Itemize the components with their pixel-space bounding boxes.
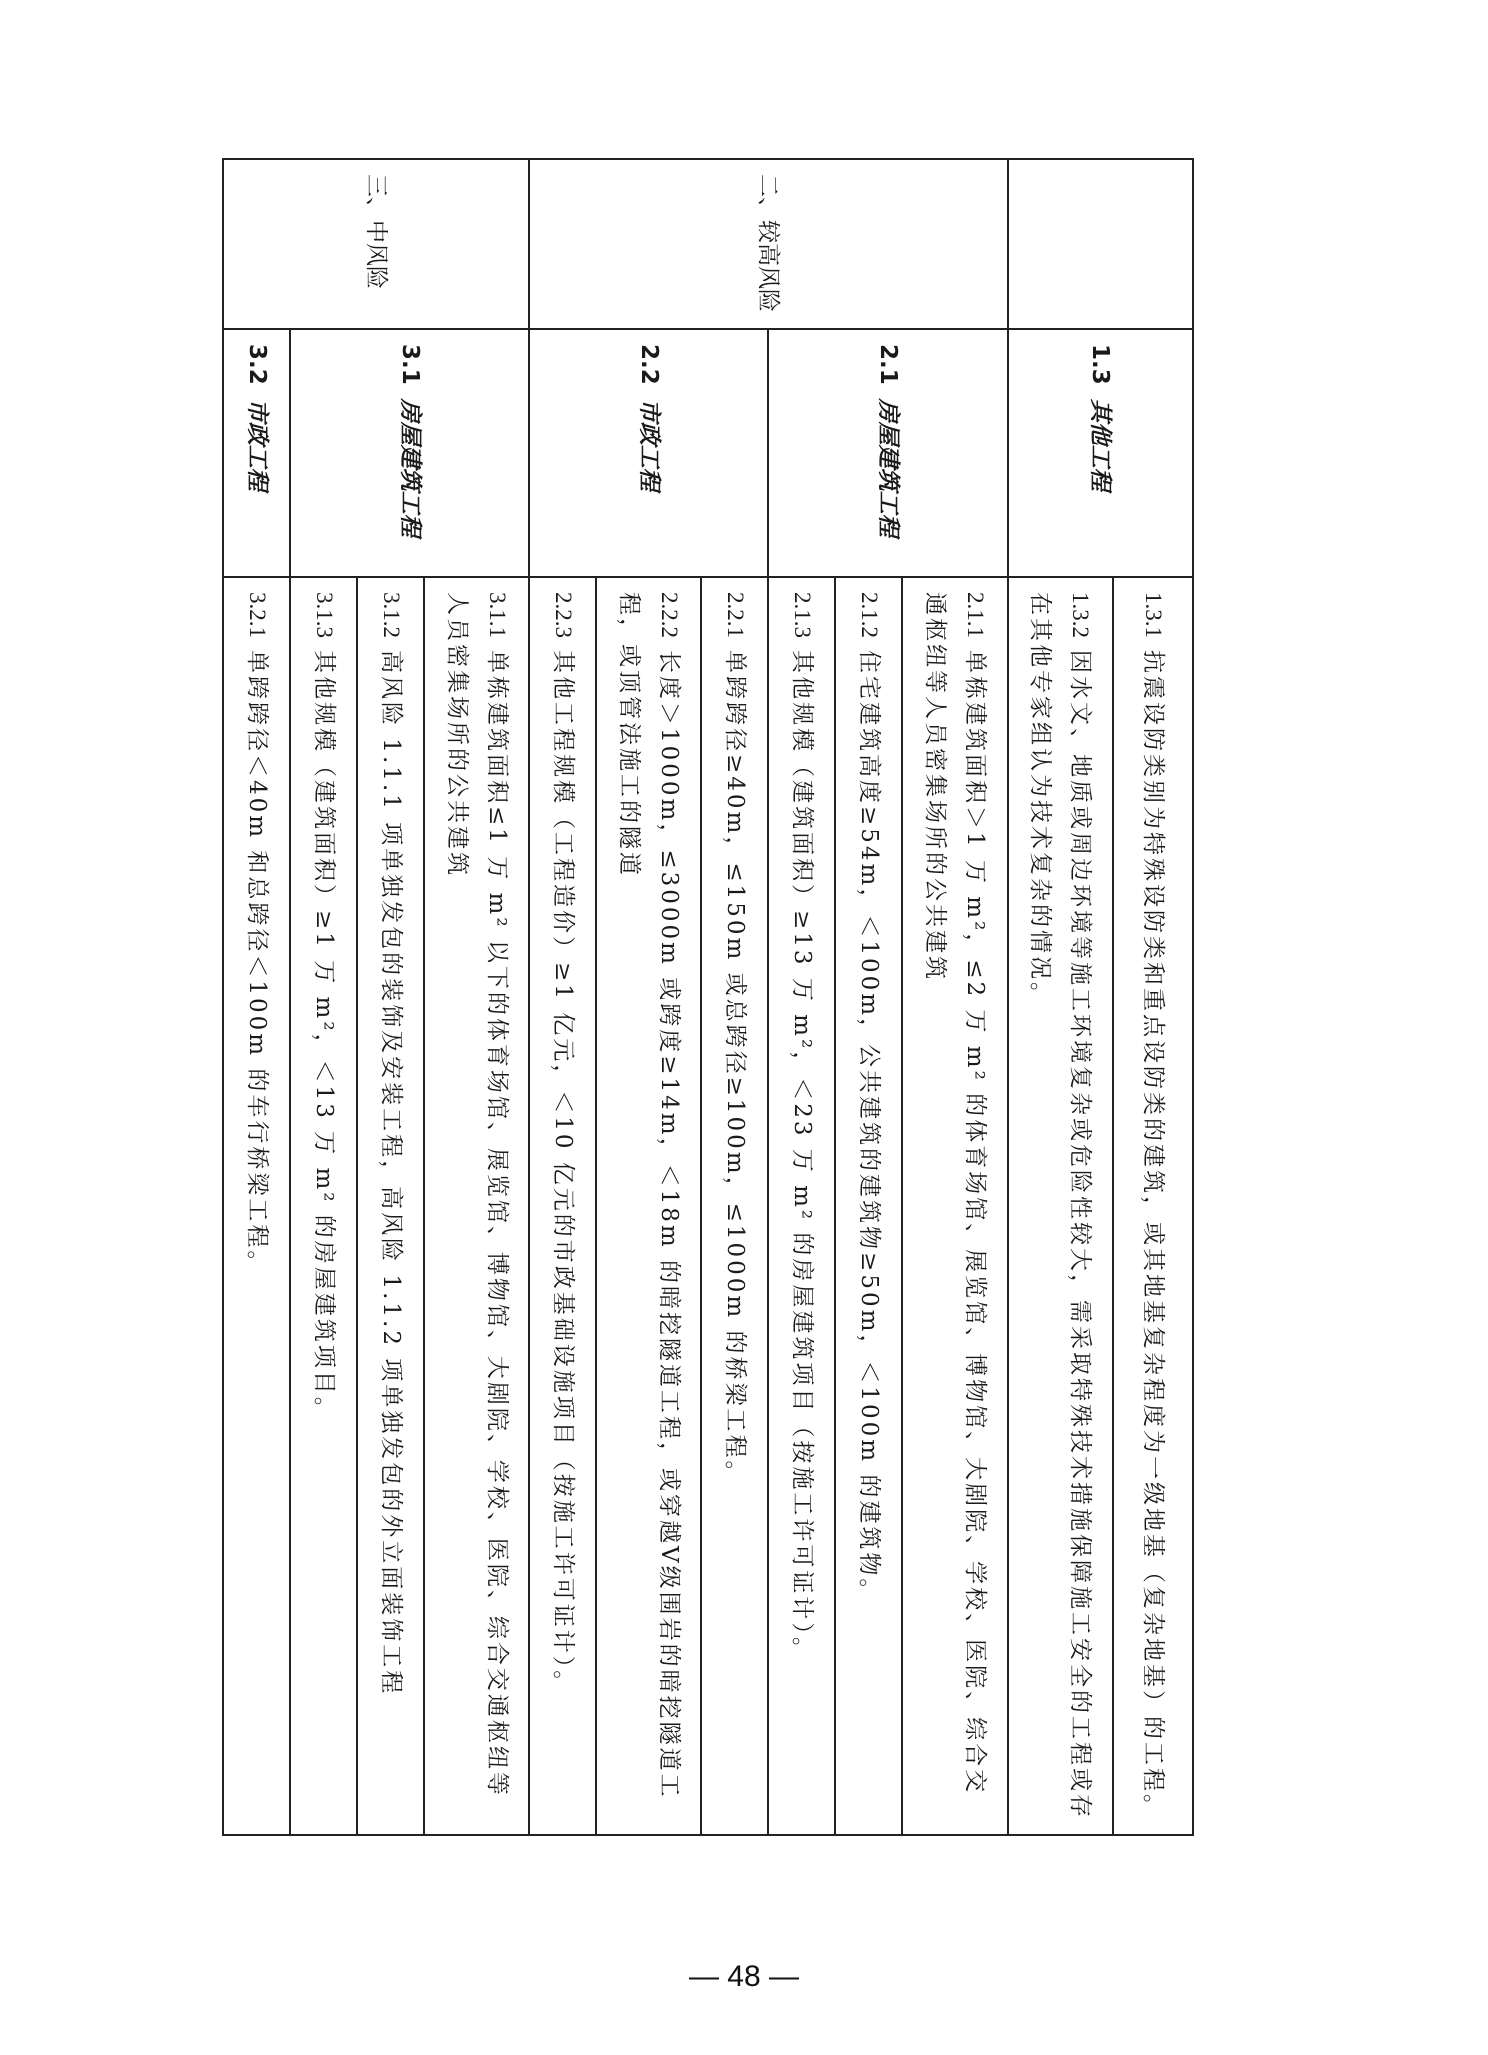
item-code: 3.2.1 (244, 592, 270, 638)
category-name: 市政工程 (243, 398, 270, 491)
category-number: 1.3 (1087, 344, 1114, 385)
table-row (223, 159, 290, 1835)
category-number: 3.1 (396, 344, 423, 385)
item-code: 2.2.1 (722, 592, 748, 638)
description-cell (596, 577, 701, 1835)
rotated-table-wrapper (222, 158, 1194, 1834)
table-row (424, 159, 529, 1835)
item-text: 住宅建筑高度≥54m，＜100m，公共建筑的建筑物≥50m，＜100m 的建筑物。 (855, 650, 882, 1605)
category-cell (1008, 329, 1193, 577)
risk-classification-table (222, 158, 1194, 1836)
risk-level-cell: 三、中风险 (223, 159, 529, 329)
category-number: 2.2 (635, 344, 662, 385)
description-cell (290, 577, 357, 1835)
description-cell (529, 577, 596, 1835)
category-cell (768, 329, 1007, 577)
item-code: 2.1.3 (789, 592, 815, 638)
item-text: 单栋建筑面积≤1 万 m² 以下的体育场馆、展览馆、博物馆、大剧院、学校、医院、综合交通枢纽等人员密集场所的公共建筑 (443, 592, 510, 1798)
item-text: 其他工程规模（工程造价）≥1 亿元，＜10 亿元的市政基础设施项目（按施工许可证计）。 (549, 650, 576, 1697)
item-text: 单栋建筑面积＞1 万 m²，≤2 万 m² 的体育场馆、展览馆、博物馆、大剧院、学校、医院、综合交通枢纽等人员密集场所的公共建筑 (922, 592, 988, 1796)
category-cell (223, 329, 290, 577)
item-text: 其他规模（建筑面积）≥1 万 m²，＜13 万 m² 的房屋建筑项目。 (310, 650, 337, 1423)
category-number: 3.2 (243, 344, 270, 385)
description-cell (1008, 577, 1113, 1835)
table-row (902, 159, 1007, 1835)
table-row (701, 159, 768, 1835)
page-number: — 48 — (688, 1960, 800, 1993)
category-name: 房屋建筑工程 (396, 398, 423, 537)
description-cell (223, 577, 290, 1835)
item-code: 2.1.2 (856, 592, 882, 638)
category-name: 其他工程 (1087, 398, 1114, 491)
category-name: 房屋建筑工程 (874, 398, 901, 537)
item-text: 其他规模（建筑面积）≥13 万 m²，＜23 万 m² 的房屋建筑项目（按施工许可证计）。 (788, 650, 815, 1663)
item-code: 3.1.1 (484, 592, 510, 638)
item-code: 3.1.2 (378, 592, 404, 638)
item-code: 2.2.3 (550, 592, 576, 638)
item-text: 单跨跨径≥40m，≤150m 或总跨径≥100m，≤1000m 的桥梁工程。 (721, 650, 748, 1487)
description-cell (768, 577, 835, 1835)
table-row (1113, 159, 1193, 1835)
item-code: 1.3.2 (1068, 592, 1094, 638)
item-text: 抗震设防类别为特殊设防类和重点设防类的建筑，或其地基复杂程度为一级地基（复杂地基）的工程。 (1139, 650, 1166, 1820)
description-cell (701, 577, 768, 1835)
item-text: 高风险 1.1.1 项单独发包的装饰及安装工程，高风险 1.1.2 项单独发包的外立面装饰工程 (377, 650, 404, 1697)
description-cell (1113, 577, 1193, 1835)
item-code: 3.1.3 (311, 592, 337, 638)
item-text: 单跨跨径＜40m 和总跨径＜100m 的车行桥梁工程。 (243, 650, 270, 1277)
description-cell (424, 577, 529, 1835)
item-text: 长度＞1000m，≤3000m 或跨度≥14m，＜18m 的暗挖隧道工程，或穿越Ⅴ级围岩的暗挖隧道工程，或顶管法施工的隧道 (615, 592, 682, 1800)
category-name: 市政工程 (635, 398, 662, 491)
item-code: 1.3.1 (1140, 592, 1166, 638)
item-text: 因水文、地质或周边环境等施工环境复杂或危险性较大，需采取特殊技术措施保障施工安全的工程或存在其他专家组认为技术复杂的情况。 (1027, 592, 1094, 1820)
risk-level-cell-continued (1008, 159, 1193, 329)
category-cell (290, 329, 529, 577)
description-cell (902, 577, 1007, 1835)
description-cell (835, 577, 902, 1835)
item-code: 2.2.2 (656, 592, 682, 638)
item-code: 2.1.1 (963, 592, 988, 638)
risk-table-area (222, 158, 1194, 1834)
risk-level-cell: 二、较高风险 (529, 159, 1007, 329)
category-number: 2.1 (874, 344, 901, 385)
description-cell (357, 577, 424, 1835)
category-cell (529, 329, 768, 577)
